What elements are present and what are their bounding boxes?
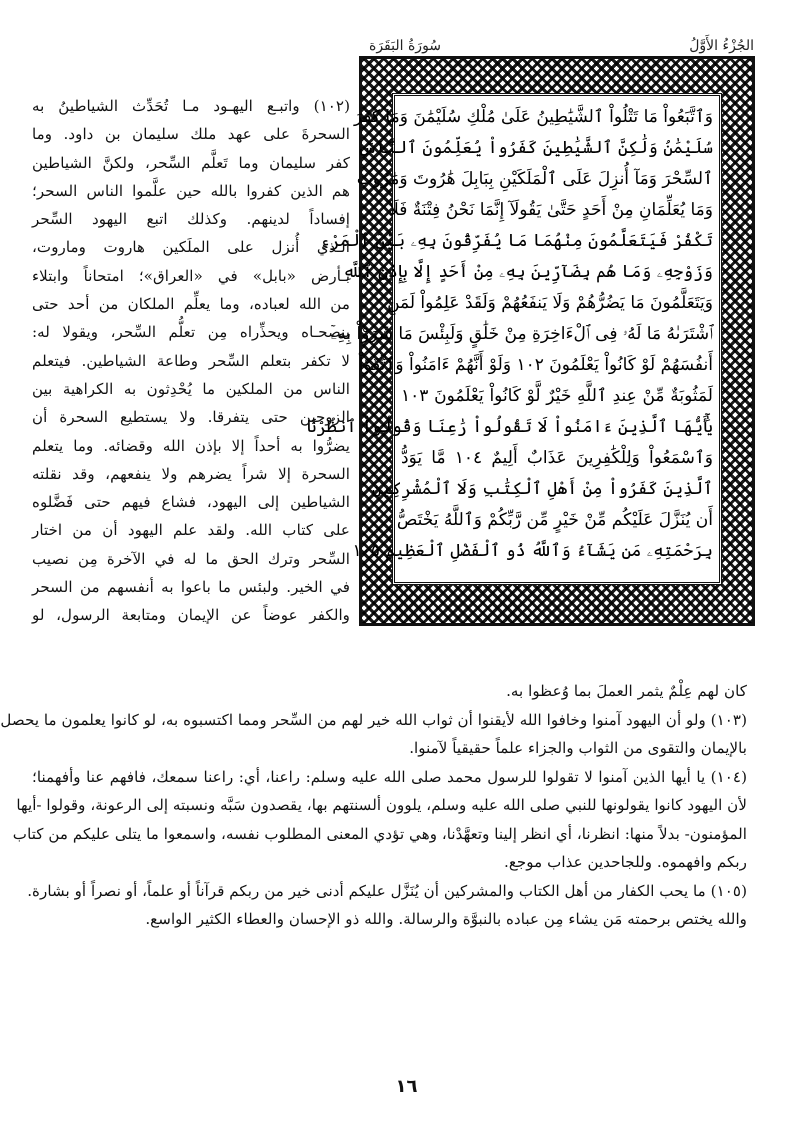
tafsir-line: (١٠٣) ولو أن اليهود آمنوا وخافوا الله لأيقنوا أن ثواب الله خير لهم من السِّحر ومما اكتسبوه به، لو كانوا يعلمون ما يحصل	[0, 710, 747, 729]
tafsir-line: كفر سليمان وما تَعلَّم السِّحر، ولكنَّ الشياطين	[32, 153, 350, 172]
quran-line: وَيَتَعَلَّمُونَ مَا يَضُرُّهُمْ وَلَا يَنفَعُهُمْ وَلَقَدْ عَلِمُواْ لَمَنِ	[387, 293, 713, 313]
tafsir-line: لا تكفر بتعلم السِّحر وطاعة الشياطين. فيتعلم	[32, 351, 350, 370]
tafsir-line: على كتاب الله. ولقد علم اليهود أن من اختار	[32, 521, 350, 540]
tafsir-line: بالإيمان والتقوى من الثواب والجزاء علماً حقيقياً لآمنوا.	[409, 739, 747, 757]
quran-ornamental-frame	[306, 56, 755, 626]
quran-line: وَٱتَّبَعُواْ مَا تَتْلُواْ ٱلشَّيَٰطِينُ عَلَىٰ مُلْكِ سُلَيْمَٰنَ وَمَا كَفَرَ	[353, 107, 713, 127]
quran-line: تَكْفُرْ فَيَتَعَلَّمُونَ مِنْهُمَا مَا يُفَرِّقُونَ بِهِۦ بَيْنَ ٱلْمَرْءِ	[320, 231, 713, 251]
quran-line: ٱلَّذِينَ كَفَرُواْ مِنْ أَهْلِ ٱلْكِتَٰبِ وَلَا ٱلْمُشْرِكِينَ	[371, 479, 713, 499]
quran-text-panel	[306, 93, 722, 585]
tafsir-line: (١٠٢) واتبـع اليهـود مـا تُحَدِّث الشياطينُ به	[32, 97, 350, 115]
quran-line: ٱلسِّحْرَ وَمَآ أُنزِلَ عَلَى ٱلْمَلَكَيْنِ بِبَابِلَ هَٰرُوتَ وَمَٰرُوتَ	[356, 169, 713, 189]
tafsir-line: لأن اليهود كانوا يقولونها للنبي صلى الله عليه وسلم، يلوون ألسنتهم بها، يقصدون سَبَّه ونسبته إلى الرعونة، وقولوا -أيها	[16, 796, 747, 814]
quran-line: أَن يُنَزَّلَ عَلَيْكُم مِّنْ خَيْرٍ مِّن رَّبِّكُمْ وَٱللَّهُ يَخْتَصُّ	[396, 510, 713, 530]
quran-line: سُلَيْمَٰنُ وَلَٰكِنَّ ٱلشَّيَٰطِينَ كَفَرُواْ يُعَلِّمُونَ ٱلنَّاسَ	[357, 138, 713, 158]
tafsir-line: يضرُّوا به أحداً إلا بإذن الله وقضائه. وما يتعلم	[32, 436, 350, 455]
juz-title: الجُزْءُ الأَوَّلُ	[689, 38, 754, 54]
tafsir-line: السِّحر وترك الحق ما له في الآخرة مِن نصيب	[32, 549, 350, 568]
page-header	[369, 38, 754, 58]
tafsir-line: ربكم وافهموه. وللجاحدين عذاب موجع.	[504, 853, 747, 871]
quran-line: وَمَا يُعَلِّمَانِ مِنْ أَحَدٍ حَتَّىٰ يَقُولَآ إِنَّمَا نَحْنُ فِتْنَةٌ فَلَا	[389, 200, 713, 220]
quran-line: أَنفُسَهُمْ لَوْ كَانُواْ يَعْلَمُونَ ١٠٢ وَلَوْ أَنَّهُمْ ءَامَنُواْ وَٱتَّقَوْاْ	[358, 355, 713, 375]
tafsir-line: في الخير. ولبئس ما باعوا به أنفسهم من السحر	[32, 578, 350, 597]
tafsir-line: السحرةَ على عهد ملك سليمان بن داود. وما	[32, 125, 350, 144]
tafsir-line: الزوجين حتى يتفرقا. ولا يستطيع السحرة أن	[32, 408, 350, 427]
surah-title: سُورَةُ البَقَرَة	[369, 38, 442, 54]
tafsir-line: الـذي أُنزل على الملَكين هاروت وماروت،	[32, 238, 350, 257]
quran-line: لَمَثُوبَةٌ مِّنْ عِندِ ٱللَّهِ خَيْرٌ لَّوْ كَانُواْ يَعْلَمُونَ ١٠٣	[401, 386, 713, 406]
quran-line: يَٰٓأَيُّهَا ٱلَّذِينَ ءَامَنُواْ لَا تَقُولُواْ رَٰعِنَا وَقُولُواْ ٱنظُرْنَا	[306, 417, 713, 437]
tafsir-line: والله يختص برحمته مَن يشاء مِن عباده بالنبوَّة والرسالة. والله ذو الإحسان والعطاء الكثير الواسع.	[145, 910, 747, 928]
quran-line: ٱشْتَرَىٰهُ مَا لَهُۥ فِى ٱلْءَاخِرَةِ مِنْ خَلَٰقٍ وَلَبِئْسَ مَا شَرَوْاْ بِهِۦٓ	[330, 324, 713, 344]
tafsir-line: إفساداً لدينهم. وكذلك اتبع اليهود السِّحر	[32, 210, 350, 229]
quran-line: وَٱسْمَعُواْ وَلِلْكَٰفِرِينَ عَذَابٌ أَلِيمٌ ١٠٤ مَّا يَوَدُّ	[401, 448, 713, 468]
tafsir-line: ينصحـاه ويحذِّراه مِن تعلُّم السِّحر، ويقولا له:	[32, 323, 350, 342]
tafsir-line: هم الذين كفروا بالله حين علَّموا الناس السحر؛	[32, 181, 350, 200]
tafsir-line: (١٠٤) يا أيها الذين آمنوا لا تقولوا للرسول محمد صلى الله عليه وسلم: راعنا، أي: راعنا سمعك، فافهم عنا وأفهمنا؛	[32, 767, 747, 786]
tafsir-line: الشياطين إلى اليهود، فشاع فيهم حتى فَضَّلوه	[32, 493, 350, 512]
tafsir-line: والكفر عوضاً عن الإيمان ومتابعة الرسول، لو	[32, 606, 350, 625]
tafsir-line: المؤمنون- بدلاً منها: انظرنا، أي انظر إلينا وتعهَّدْنا، وهي تؤدي المعنى المطلوب نفسه، واسمعوا ما يتلى عليكم من كتاب	[12, 824, 747, 843]
quran-line: وَزَوْجِهِۦ وَمَا هُم بِضَآرِّينَ بِهِۦ مِنْ أَحَدٍ إِلَّا بِإِذْنِ ٱللَّهِ	[342, 262, 713, 282]
tafsir-line: (١٠٥) ما يحب الكفار من أهل الكتاب والمشركين أن يُنَزَّل عليكم أدنى خير من ربكم قرآناً أو علماً، أو نصراً أو بشارة.	[27, 881, 747, 900]
tafsir-line: بـأرض «بابل» في «العراق»؛ امتحاناً وابتلاء	[32, 266, 350, 285]
tafsir-line: السحرة إلا شراً يضرهم ولا ينفعهم، وقد نقلته	[32, 464, 350, 483]
tafsir-line: الناس من الملكين ما يُحْدِثون به الكراهية بين	[32, 379, 350, 398]
tafsir-line: من الله لعباده، وما يعلِّم الملكان من أحد حتى	[32, 295, 350, 314]
tafsir-line: كان لهم عِلْمٌ يثمر العملَ بما وُعظوا به.	[506, 682, 747, 700]
page-number: ١٦	[395, 1076, 418, 1097]
quran-line: بِرَحْمَتِهِۦ مَن يَشَآءُ وَٱللَّهُ ذُو ٱلْفَضْلِ ٱلْعَظِيمِ ١٠٥	[352, 541, 713, 561]
tafsir-side-column	[32, 92, 350, 630]
tafsir-full-width	[0, 677, 747, 934]
